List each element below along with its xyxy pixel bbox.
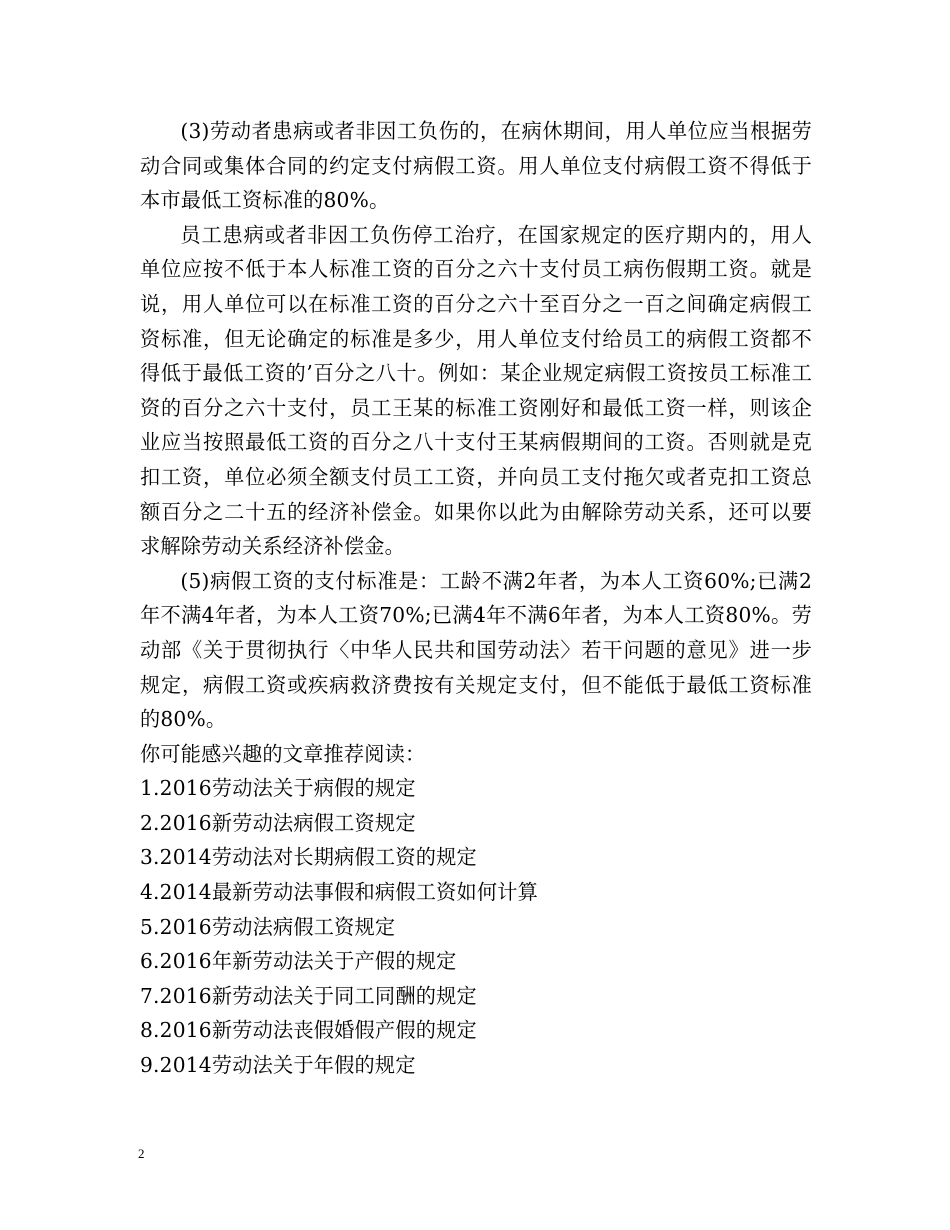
paragraph-sick-pay-contract: (3)劳动者患病或者非因工负伤的，在病休期间，用人单位应当根据劳动合同或集体合同的约定支付病假工资。用人单位支付病假工资不得低于本市最低工资标准的80%。 [140, 119, 812, 213]
recommend-link-4[interactable]: 4.2014最新劳动法事假和病假工资如何计算 [140, 880, 539, 905]
recommend-link-8[interactable]: 8.2016新劳动法丧假婚假产假的规定 [140, 1018, 477, 1043]
document-body [140, 114, 812, 1083]
recommend-heading: 你可能感兴趣的文章推荐阅读： [140, 741, 426, 766]
recommend-link-3[interactable]: 3.2014劳动法对长期病假工资的规定 [140, 845, 477, 870]
paragraph-sick-pay-minimum: 员工患病或者非因工负伤停工治疗，在国家规定的医疗期内的，用人单位应按不低于本人标准工资的百分之六十支付员工病伤假期工资。就是说，用人单位可以在标准工资的百分之六十至百分之一百之间确定病假工资标准，但无论确定的标准是多少，用人单位支付给员工的病假工资都不得低于最低工资的’百分之八十。例如：某企业规定病假工资按员工标准工资的百分之六十支付，员工王某的标准工资刚好和最低工资一样，则该企业应当按照最低工资的百分之八十支付王某病假期间的工资。否则就是克扣工资，单位必须全额支付员工工资，并向员工支付拖欠或者克扣工资总额百分之二十五的经济补偿金。如果你以此为由解除劳动关系，还可以要求解除劳动关系经济补偿金。 [140, 222, 812, 559]
paragraph-sick-pay-standard: (5)病假工资的支付标准是：工龄不满2年者，为本人工资60%;已满2年不满4年者，为本人工资70%;已满4年不满6年者，为本人工资80%。劳动部《关于贯彻执行〈中华人民共和国劳动法〉若干问题的意见》进一步规定，病假工资或疾病救济费按有关规定支付，但不能低于最低工资标准的80%。 [140, 568, 812, 732]
recommend-link-2[interactable]: 2.2016新劳动法病假工资规定 [140, 810, 416, 835]
page-number: 2 [138, 1146, 145, 1161]
recommend-list [140, 771, 812, 1082]
recommend-link-6[interactable]: 6.2016年新劳动法关于产假的规定 [140, 949, 457, 974]
recommend-link-5[interactable]: 5.2016劳动法病假工资规定 [140, 914, 396, 939]
recommend-link-7[interactable]: 7.2016新劳动法关于同工同酬的规定 [140, 983, 477, 1008]
recommend-link-1[interactable]: 1.2016劳动法关于病假的规定 [140, 776, 416, 801]
recommend-link-9[interactable]: 9.2014劳动法关于年假的规定 [140, 1053, 416, 1078]
